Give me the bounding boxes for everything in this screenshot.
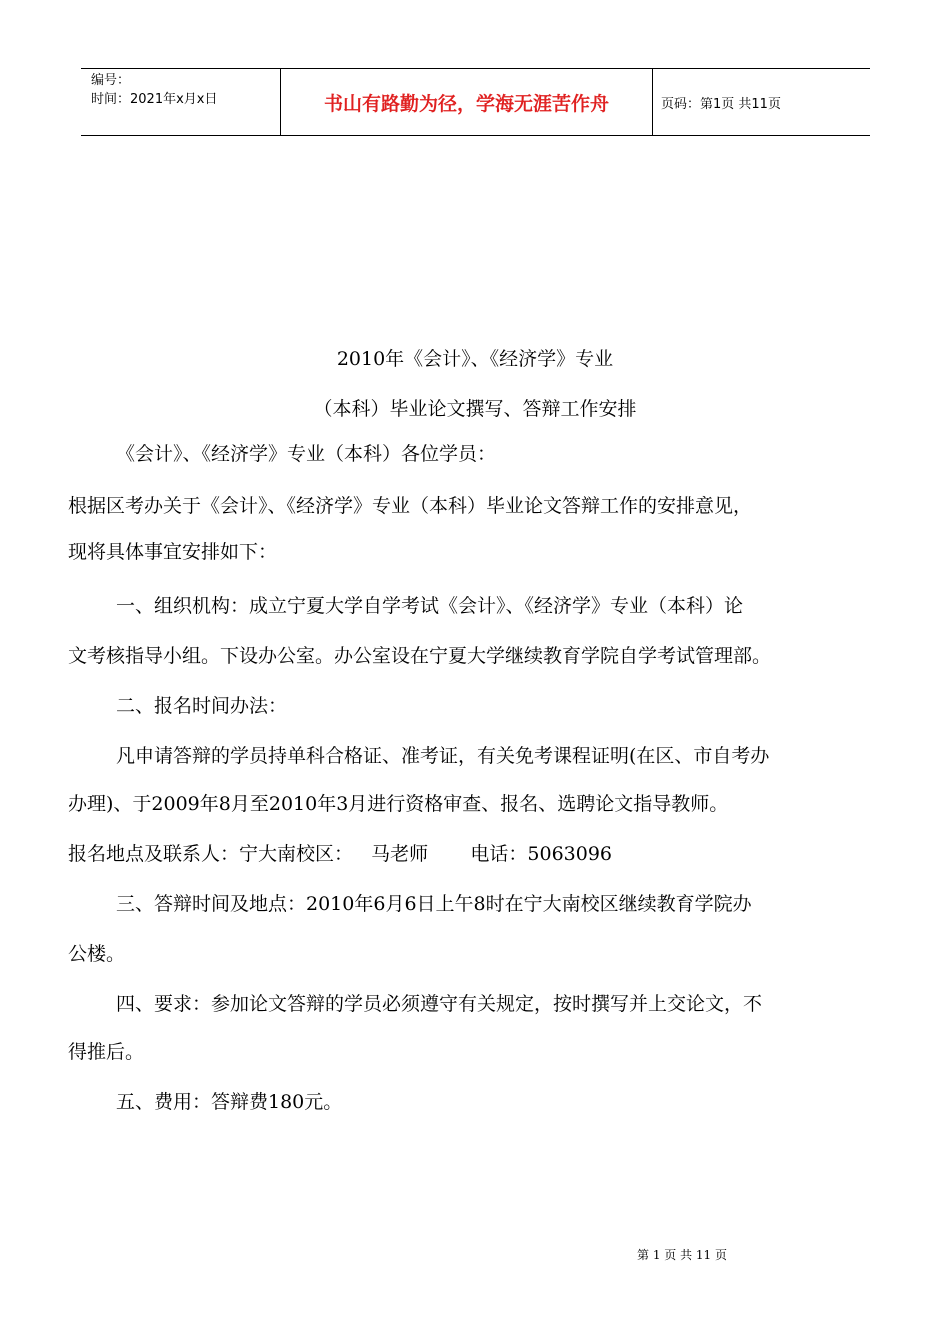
- intro-line1: 根据区考办关于《会计》、《经济学》专业（本科）毕业论文答辩工作的安排意见，: [68, 495, 753, 517]
- document-title-line2: （本科）毕业论文撰写、答辩工作安排: [313, 398, 637, 420]
- document-title-line1: 2010年《会计》、《经济学》专业: [336, 348, 614, 370]
- header-motto: 书山有路勤为径，学海无涯苦作舟: [323, 92, 609, 115]
- intro-line2: 现将具体事宜安排如下：: [68, 541, 278, 563]
- page-header: [81, 68, 870, 136]
- section2-heading: 二、报名时间办法：: [116, 695, 288, 717]
- header-motto-cell: [281, 69, 653, 135]
- page-footer: 第 1 页 共 11 页: [637, 1248, 727, 1262]
- section1-line2: 文考核指导小组。下设办公室。办公室设在宁夏大学继续教育学院自学考试管理部。: [68, 645, 772, 667]
- section2-line1: 凡申请答辩的学员持单科合格证、准考证，有关免考课程证明(在区、市自考办: [116, 745, 770, 767]
- section2-line2: 办理)、于2009年8月至2010年3月进行资格审查、报名、选聘论文指导教师。: [68, 793, 729, 815]
- header-page-info: 页码：第1页 共11页: [661, 96, 781, 112]
- header-meta: [81, 69, 281, 135]
- salutation: 《会计》、《经济学》专业（本科）各位学员：: [116, 443, 497, 465]
- section4-line2: 得推后。: [68, 1041, 145, 1063]
- section1-line1: 一、组织机构：成立宁夏大学自学考试《会计》、《经济学》专业（本科）论: [116, 595, 744, 617]
- section4-line1: 四、要求：参加论文答辩的学员必须遵守有关规定，按时撰写并上交论文，不: [116, 993, 763, 1015]
- section3-line1: 三、答辩时间及地点：2010年6月6日上午8时在宁大南校区继续教育学院办: [116, 893, 752, 915]
- document-number: 编号：: [91, 73, 131, 88]
- section5: 五、费用：答辩费180元。: [116, 1091, 343, 1113]
- document-date: 时间：2021年x月x日: [91, 92, 218, 107]
- section3-line2: 公楼。: [68, 943, 126, 965]
- section2-contact: 报名地点及联系人：宁大南校区： 马老师 电话：5063096: [68, 843, 613, 865]
